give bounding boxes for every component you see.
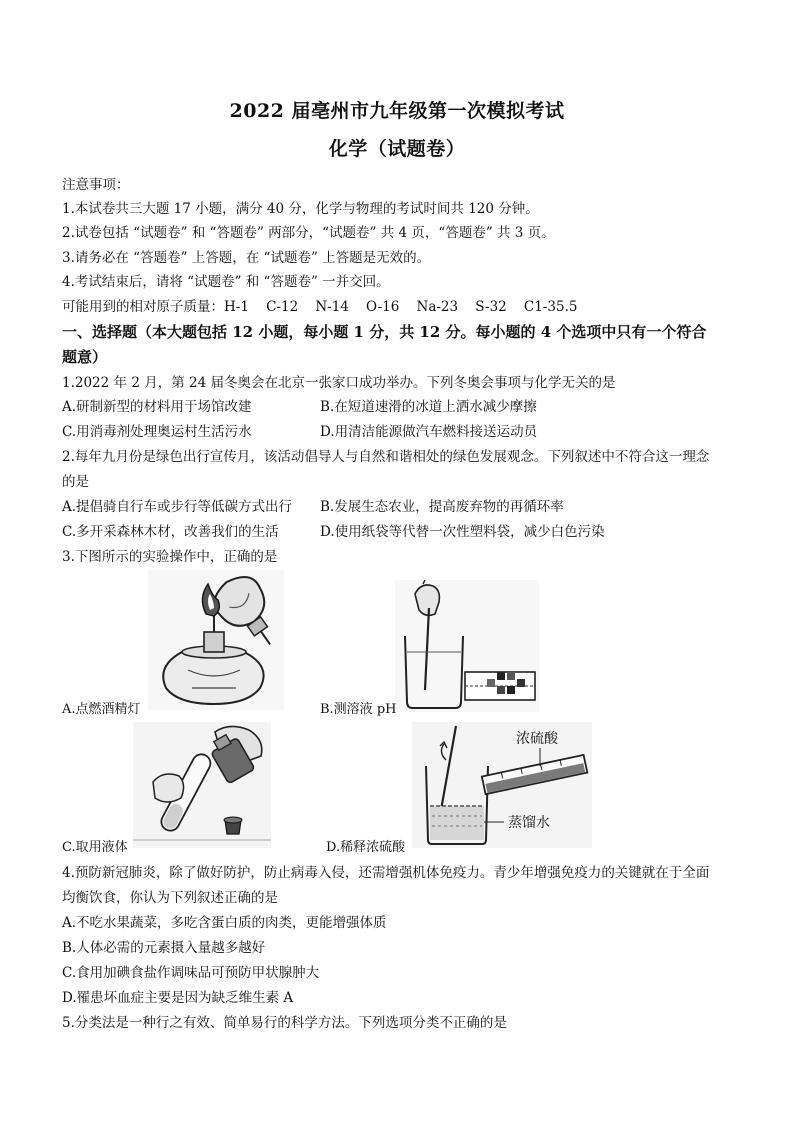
q3-stem: 3.下图所示的实验操作中，正确的是 bbox=[62, 549, 278, 565]
label-concentrated-acid: 浓硫酸 bbox=[516, 731, 558, 747]
q2-stem: 2.每年九月份是绿色出行宣传月，该活动倡导人与自然和谐相处的绿色发展观念。下列叙述中不符合这一理念 bbox=[62, 449, 710, 465]
q4-stem: 4.预防新冠肺炎，除了做好防护，防止病毒入侵，还需增强机体免疫力。青少年增强免疫力的关键就在于全面 bbox=[62, 865, 710, 881]
atomic-masses: 可能用到的相对原子质量：H-1 C-12 N-14 O-16 Na-23 S-32 C1-35.5 bbox=[62, 299, 578, 315]
note-item-3: 3.请务必在 “答题卷” 上答题，在 “试题卷” 上答题是无效的。 bbox=[62, 250, 431, 266]
note-item-1: 1.本试卷共三大题 17 小题，满分 40 分，化学与物理的考试时间共 120 分钟。 bbox=[62, 201, 539, 217]
q1-stem: 1.2022 年 2 月，第 24 届冬奥会在北京一张家口成功举办。下列冬奥会事项与化学无关的是 bbox=[62, 375, 616, 391]
q4-stem-cont: 均衡饮食，你认为下列叙述正确的是 bbox=[62, 890, 278, 906]
q1-option-a: A.研制新型的材料用于场馆改建 bbox=[62, 399, 252, 415]
figure-dilute-acid bbox=[412, 722, 592, 848]
notes-heading: 注意事项： bbox=[62, 177, 130, 193]
q4-option-c: C.食用加碘食盐作调味品可预防甲状腺肿大 bbox=[62, 965, 320, 981]
q1-option-b: B.在短道速滑的冰道上洒水减少摩擦 bbox=[320, 399, 537, 415]
q3-option-d: D.稀释浓硫酸 bbox=[326, 840, 406, 855]
label-distilled-water: 蒸馏水 bbox=[508, 815, 550, 831]
q1-option-c: C.用消毒剂处理奥运村生活污水 bbox=[62, 424, 252, 440]
exam-subtitle: 化学（试题卷） bbox=[328, 138, 466, 160]
q2-option-b: B.发展生态农业，提高废弃物的再循环率 bbox=[320, 499, 564, 515]
q3-option-c: C.取用液体 bbox=[62, 840, 128, 855]
section1-heading-cont: 题意） bbox=[62, 348, 108, 366]
q2-option-d: D.使用纸袋等代替一次性塑料袋，减少白色污染 bbox=[320, 524, 605, 540]
q2-option-c: C.多开采森林木材，改善我们的生活 bbox=[62, 524, 279, 540]
figure-ph-test bbox=[395, 580, 539, 712]
q4-option-d: D.罹患坏血症主要是因为缺乏维生素 A bbox=[62, 990, 294, 1006]
figure-alcohol-lamp bbox=[148, 570, 284, 710]
q2-option-a: A.提倡骑自行车或步行等低碳方式出行 bbox=[62, 499, 293, 515]
note-item-4: 4.考试结束后，请将 “试题卷” 和 “答题卷” 一并交回。 bbox=[62, 274, 390, 290]
q3-option-b: B.测溶液 pH bbox=[320, 702, 397, 717]
section1-heading: 一、选择题（本大题包括 12 小题，每小题 1 分，共 12 分。每小题的 4 个选项中只有一个符合 bbox=[62, 323, 707, 341]
q4-option-a: A.不吃水果蔬菜，多吃含蛋白质的肉类，更能增强体质 bbox=[62, 915, 387, 931]
exam-title: 2022 届亳州市九年级第一次模拟考试 bbox=[229, 100, 565, 122]
q2-stem-cont: 的是 bbox=[62, 474, 89, 490]
q3-option-a: A.点燃酒精灯 bbox=[62, 702, 141, 717]
figure-take-liquid bbox=[133, 722, 271, 848]
q1-option-d: D.用清洁能源做汽车燃料接送运动员 bbox=[320, 424, 538, 440]
q5-stem: 5.分类法是一种行之有效、简单易行的科学方法。下列选项分类不正确的是 bbox=[62, 1015, 507, 1031]
q4-option-b: B.人体必需的元素摄入量越多越好 bbox=[62, 940, 266, 956]
note-item-2: 2.试卷包括 “试题卷” 和 “答题卷” 两部分，“试题卷” 共 4 页，“答题卷” 共 3 页。 bbox=[62, 225, 555, 241]
